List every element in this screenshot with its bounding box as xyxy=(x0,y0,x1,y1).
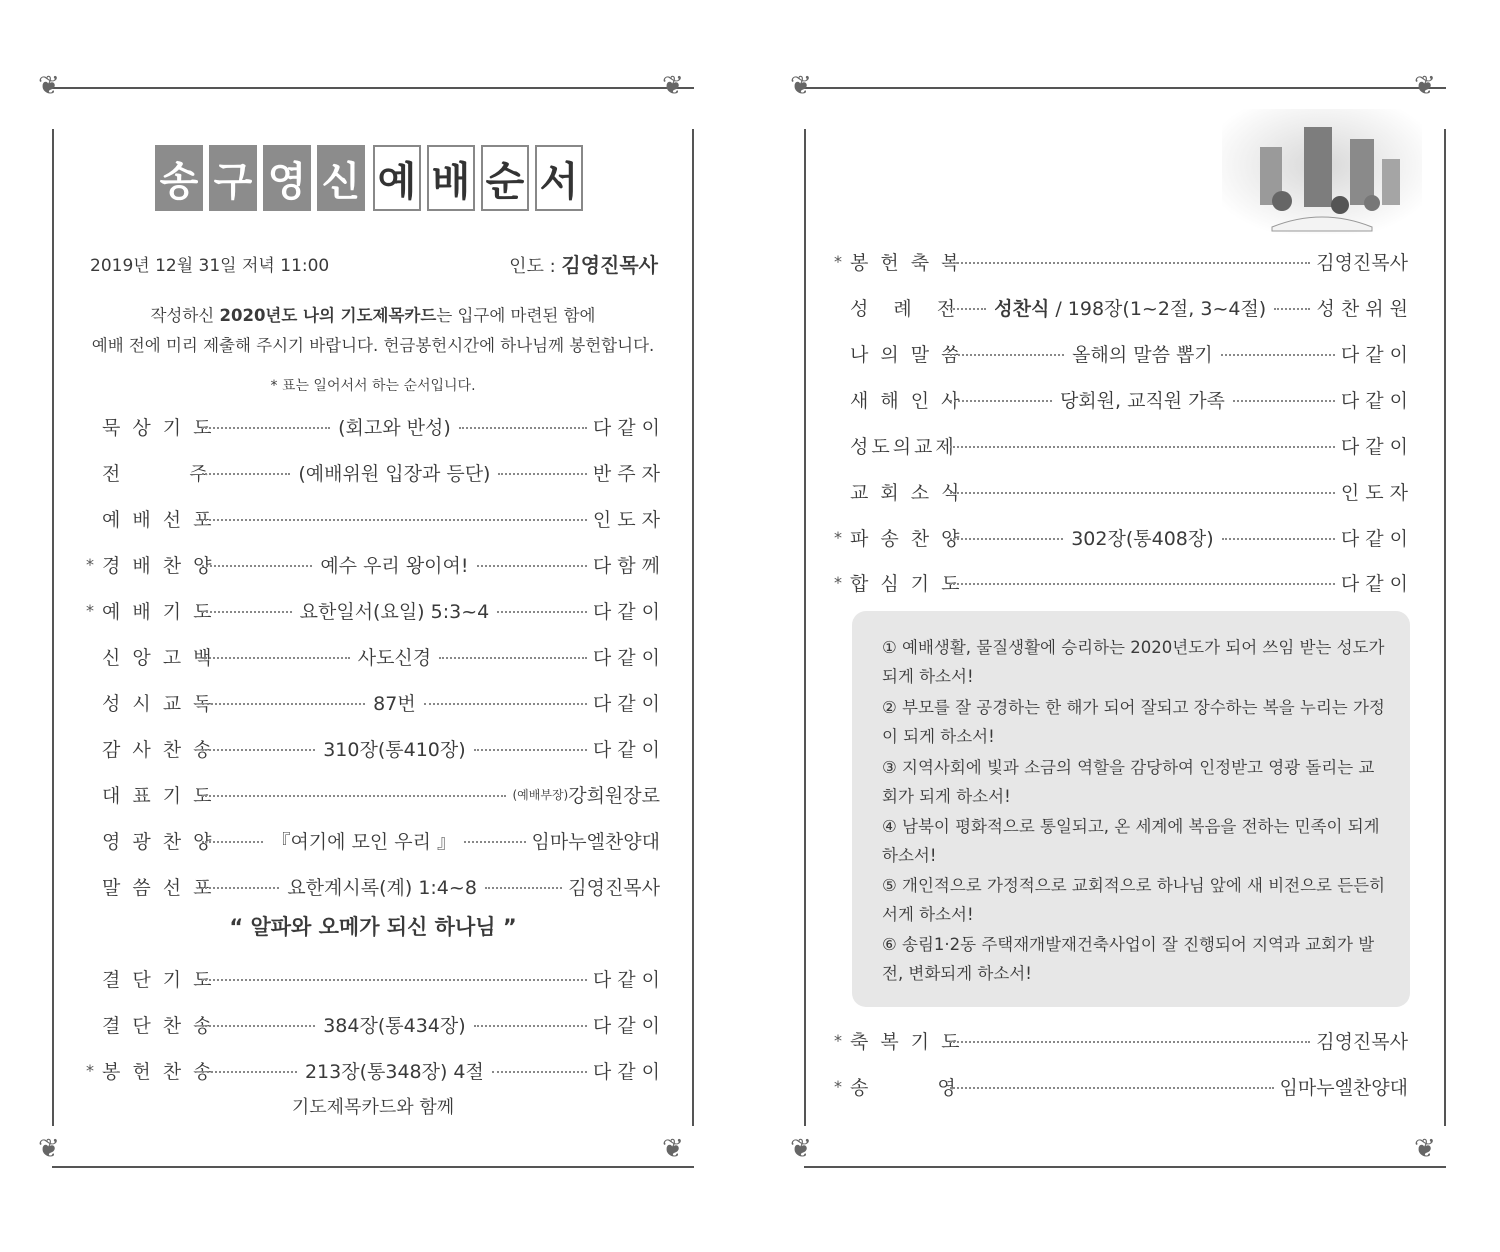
row-content xyxy=(356,643,433,670)
prayer-item: ④ 남북이 평화적으로 통일되고, 온 세계에 복음을 전하는 민족이 되게 하소서! xyxy=(882,817,1380,865)
prayer-item: ③ 지역사회에 빛과 소금의 역할을 감당하여 인정받고 영광 돌리는 교회가 되게 하소서! xyxy=(882,758,1375,806)
title-char: 구 xyxy=(209,145,257,211)
sermon-title: “ 알파와 오메가 되신 하나님 ” xyxy=(229,915,517,939)
program-row xyxy=(834,476,1408,506)
ornament-corner-icon: ❦ xyxy=(1414,71,1436,101)
dot-leader xyxy=(1274,308,1310,310)
dot-leader xyxy=(464,841,525,843)
program-row xyxy=(834,246,1408,276)
standing-mark: * xyxy=(86,600,94,620)
dot-leader xyxy=(202,979,587,981)
ornament-corner-icon: ❦ xyxy=(662,1134,684,1164)
dot-leader xyxy=(202,795,506,797)
row-performer: 인 도 자 xyxy=(1340,481,1408,504)
intro-text-part: 작성하신 xyxy=(150,306,220,325)
row-label: 예 배 선 포 xyxy=(102,508,215,531)
dot-leader xyxy=(202,565,312,567)
program-row xyxy=(86,503,660,533)
service-leader xyxy=(509,249,658,278)
dot-leader xyxy=(202,1025,315,1027)
prayer-requests-box xyxy=(852,611,1410,1007)
standing-mark: * xyxy=(834,1030,842,1050)
row-performer: 임마누엘찬양대 xyxy=(531,830,660,853)
row-label: 봉 헌 축 복 xyxy=(850,251,963,274)
row-performer: 다 같 이 xyxy=(592,1014,661,1037)
row-label: 새 해 인 사 xyxy=(850,389,963,412)
dot-leader xyxy=(1233,400,1335,402)
program-row xyxy=(86,641,660,671)
row-label: 합 심 기 도 xyxy=(850,572,963,595)
dot-leader xyxy=(1221,354,1335,356)
row-label: 묵 상 기 도 xyxy=(102,416,215,439)
dot-leader xyxy=(202,841,263,843)
ornament-corner-icon: ❦ xyxy=(1414,1134,1436,1164)
title-char: 서 xyxy=(535,145,583,211)
row-content xyxy=(371,689,418,716)
program-row xyxy=(86,411,660,441)
row-performer: 반 주 자 xyxy=(592,462,660,485)
dot-leader xyxy=(202,427,330,429)
standing-mark: * xyxy=(86,554,94,574)
program-row xyxy=(834,338,1408,368)
ornament-corner-icon: ❦ xyxy=(790,71,812,101)
row-content-text: 310장(통410장) xyxy=(323,738,466,761)
dot-leader xyxy=(424,703,587,705)
right-program-page xyxy=(790,71,1446,1168)
program-row xyxy=(834,292,1408,322)
ornament-corner-icon: ❦ xyxy=(38,71,60,101)
leader-name: 김영진목사 xyxy=(561,253,658,277)
dot-leader xyxy=(202,749,315,751)
title-char: 예 xyxy=(373,145,421,211)
dot-leader xyxy=(439,657,587,659)
row-label: 성 례 전 xyxy=(850,297,959,320)
standing-mark: * xyxy=(834,1076,842,1096)
program-row xyxy=(86,595,660,625)
intro-text-emphasis: 2020년도 나의 기도제목카드 xyxy=(219,306,437,325)
row-performer: 다 같 이 xyxy=(592,738,661,761)
dot-leader xyxy=(485,887,562,889)
row-label: 영 광 찬 양 xyxy=(102,830,215,853)
dot-leader xyxy=(498,473,586,475)
row-label: 파 송 찬 양 xyxy=(850,527,963,550)
row-performer: 강희원장로 xyxy=(568,784,660,807)
row-content-text: 당회원, 교직원 가족 xyxy=(1059,389,1225,412)
program-row xyxy=(86,457,660,487)
title-char: 영 xyxy=(263,145,311,211)
program-row xyxy=(86,779,660,809)
row-content xyxy=(298,597,492,624)
row-content-text: 예수 우리 왕이여! xyxy=(320,554,469,577)
row-label: 성 시 교 독 xyxy=(102,692,215,715)
standing-mark: * xyxy=(834,527,842,547)
program-row xyxy=(86,733,660,763)
row-content xyxy=(992,294,1268,321)
row-label: 송 영 xyxy=(850,1076,959,1099)
row-performer: 다 같 이 xyxy=(1340,572,1408,595)
program-row xyxy=(86,687,660,717)
prayer-item: ② 부모를 잘 공경하는 한 해가 되어 잘되고 장수하는 복을 누리는 가정이 되게 하소서! xyxy=(882,698,1385,746)
dot-leader xyxy=(202,473,290,475)
row-performer: 다 같 이 xyxy=(1340,343,1408,366)
dot-leader xyxy=(950,262,1310,264)
row-content xyxy=(269,827,458,854)
row-performer: 다 같 이 xyxy=(1340,389,1409,412)
title-char: 신 xyxy=(317,145,365,211)
dot-leader xyxy=(950,354,1064,356)
row-content xyxy=(318,551,470,578)
dot-leader xyxy=(497,611,587,613)
dot-leader xyxy=(202,1071,297,1073)
row-content xyxy=(1070,340,1215,367)
row-content-text: / 198장(1~2절, 3~4절) xyxy=(1049,297,1267,320)
standing-mark: * xyxy=(86,1060,94,1080)
row-content-text: 302장(통408장) xyxy=(1071,527,1214,550)
offering-subtext: 기도제목카드와 함께 xyxy=(291,1097,455,1118)
row-performer: 다 같 이 xyxy=(592,600,661,623)
intro-text-part: 는 입구에 마련된 함에 xyxy=(436,306,596,325)
right-border xyxy=(1444,129,1446,1126)
dot-leader xyxy=(202,657,350,659)
dot-leader xyxy=(950,308,986,310)
dot-leader xyxy=(202,519,587,521)
left-border xyxy=(52,129,54,1126)
row-performer: 김영진목사 xyxy=(568,876,661,899)
row-content-text: 213장(통348장) 4절 xyxy=(304,1060,484,1083)
program-row xyxy=(86,1055,660,1085)
row-label: 전 주 xyxy=(102,462,211,485)
row-label: 경 배 찬 양 xyxy=(102,554,215,577)
row-performer: 다 같 이 xyxy=(1340,527,1409,550)
program-row xyxy=(86,1009,660,1039)
row-label: 결 단 기 도 xyxy=(102,968,215,991)
program-row xyxy=(86,549,660,579)
ornament-corner-icon: ❦ xyxy=(662,71,684,101)
row-content xyxy=(321,735,467,762)
dot-leader xyxy=(477,565,587,567)
row-content xyxy=(321,1011,467,1038)
row-label: 성도의교제 xyxy=(850,435,957,458)
row-content-text: 『여기에 모인 우리 』 xyxy=(271,830,457,853)
row-performer: 다 같 이 xyxy=(592,692,660,715)
ornament-corner-icon: ❦ xyxy=(38,1134,60,1164)
row-performer: 다 같 이 xyxy=(592,968,660,991)
row-performer: 김영진목사 xyxy=(1316,251,1408,274)
program-row xyxy=(86,963,660,993)
dot-leader xyxy=(474,749,587,751)
row-performer: 성 찬 위 원 xyxy=(1316,297,1409,320)
candles-image xyxy=(1222,109,1422,234)
row-performer: 임마누엘찬양대 xyxy=(1279,1076,1408,1099)
dot-leader xyxy=(950,538,1063,540)
row-label: 봉 헌 찬 송 xyxy=(102,1060,215,1083)
dot-leader xyxy=(202,611,292,613)
dot-leader xyxy=(950,1087,1274,1089)
intro-text-line: 예배 전에 미리 제출해 주시기 바랍니다. 헌금봉헌시간에 하나님께 봉헌합니다. xyxy=(91,336,655,355)
title-char: 송 xyxy=(155,145,203,211)
row-label: 나 의 말 씀 xyxy=(850,343,963,366)
right-border xyxy=(692,129,694,1126)
row-content-text: (예배위원 입장과 등단) xyxy=(298,462,491,485)
row-content-text: 올해의 말씀 뽑기 xyxy=(1072,343,1213,366)
row-content xyxy=(1069,524,1215,551)
leader-label: 인도 : xyxy=(509,256,562,277)
row-content xyxy=(296,459,492,486)
row-label: 감 사 찬 송 xyxy=(102,738,215,761)
row-performer: 다 같 이 xyxy=(592,416,661,439)
dot-leader xyxy=(202,887,279,889)
page-title xyxy=(155,145,583,211)
program-row xyxy=(86,871,660,901)
standing-note: * 표는 일어서서 하는 순서입니다. xyxy=(270,378,476,394)
row-performer: 다 같 이 xyxy=(1340,435,1408,458)
intro-text xyxy=(52,301,694,361)
dot-leader xyxy=(950,446,1335,448)
row-content xyxy=(1058,386,1227,413)
row-content-text: 요한계시록(계) 1:4~8 xyxy=(287,876,477,899)
row-content xyxy=(336,413,453,440)
row-content-text: 사도신경 xyxy=(357,646,432,669)
left-border xyxy=(804,129,806,1126)
dot-leader xyxy=(950,583,1335,585)
row-label: 축 복 기 도 xyxy=(850,1030,963,1053)
program-row xyxy=(834,1071,1408,1101)
row-performer: 다 같 이 xyxy=(592,1060,660,1083)
prayer-item: ① 예배생활, 물질생활에 승리하는 2020년도가 되어 쓰임 받는 성도가 되게 하소서! xyxy=(882,638,1385,686)
title-char: 순 xyxy=(481,145,529,211)
dot-leader xyxy=(474,1025,587,1027)
row-content-text: 요한일서(요일) 5:3~4 xyxy=(299,600,490,623)
row-performer: 김영진목사 xyxy=(1316,1030,1408,1053)
row-label: 신 앙 고 백 xyxy=(102,646,215,669)
program-row xyxy=(834,430,1408,460)
dot-leader xyxy=(950,1041,1310,1043)
program-row xyxy=(834,1025,1408,1055)
row-label: 대 표 기 도 xyxy=(102,784,215,807)
dot-leader xyxy=(950,400,1052,402)
dot-leader xyxy=(1222,538,1335,540)
row-role: (예배부장) xyxy=(512,787,569,802)
row-performer: 인 도 자 xyxy=(592,508,660,531)
program-row xyxy=(834,384,1408,414)
left-program-page xyxy=(38,71,694,1168)
title-char: 배 xyxy=(427,145,475,211)
dot-leader xyxy=(202,703,365,705)
program-row xyxy=(834,522,1408,552)
row-label: 결 단 찬 송 xyxy=(102,1014,215,1037)
row-content-emphasis: 성찬식 xyxy=(994,297,1050,320)
prayer-item: ⑤ 개인적으로 가정적으로 교회적으로 하나님 앞에 새 비전으로 든든히 서게 하소서! xyxy=(882,876,1386,924)
service-date: 2019년 12월 31일 저녁 11:00 xyxy=(90,256,330,276)
row-content-text: (회고와 반성) xyxy=(338,416,451,439)
program-row xyxy=(86,825,660,855)
dot-leader xyxy=(492,1071,587,1073)
standing-mark: * xyxy=(834,251,842,271)
dot-leader xyxy=(950,492,1335,494)
standing-mark: * xyxy=(834,572,842,592)
row-label: 교 회 소 식 xyxy=(850,481,963,504)
ornament-corner-icon: ❦ xyxy=(790,1134,812,1164)
row-performer: 다 함 께 xyxy=(592,554,660,577)
row-label: 예 배 기 도 xyxy=(102,600,215,623)
row-content xyxy=(285,873,479,900)
row-content xyxy=(303,1057,486,1084)
row-content-text: 87번 xyxy=(373,692,416,715)
row-content-text: 384장(통434장) xyxy=(323,1014,466,1037)
row-performer: 다 같 이 xyxy=(592,646,661,669)
prayer-item: ⑥ 송림1·2동 주택재개발재건축사업이 잘 진행되어 지역과 교회가 발전, 변화되게 하소서! xyxy=(882,935,1375,983)
dot-leader xyxy=(459,427,587,429)
row-label: 말 씀 선 포 xyxy=(102,876,215,899)
program-row xyxy=(834,567,1408,597)
